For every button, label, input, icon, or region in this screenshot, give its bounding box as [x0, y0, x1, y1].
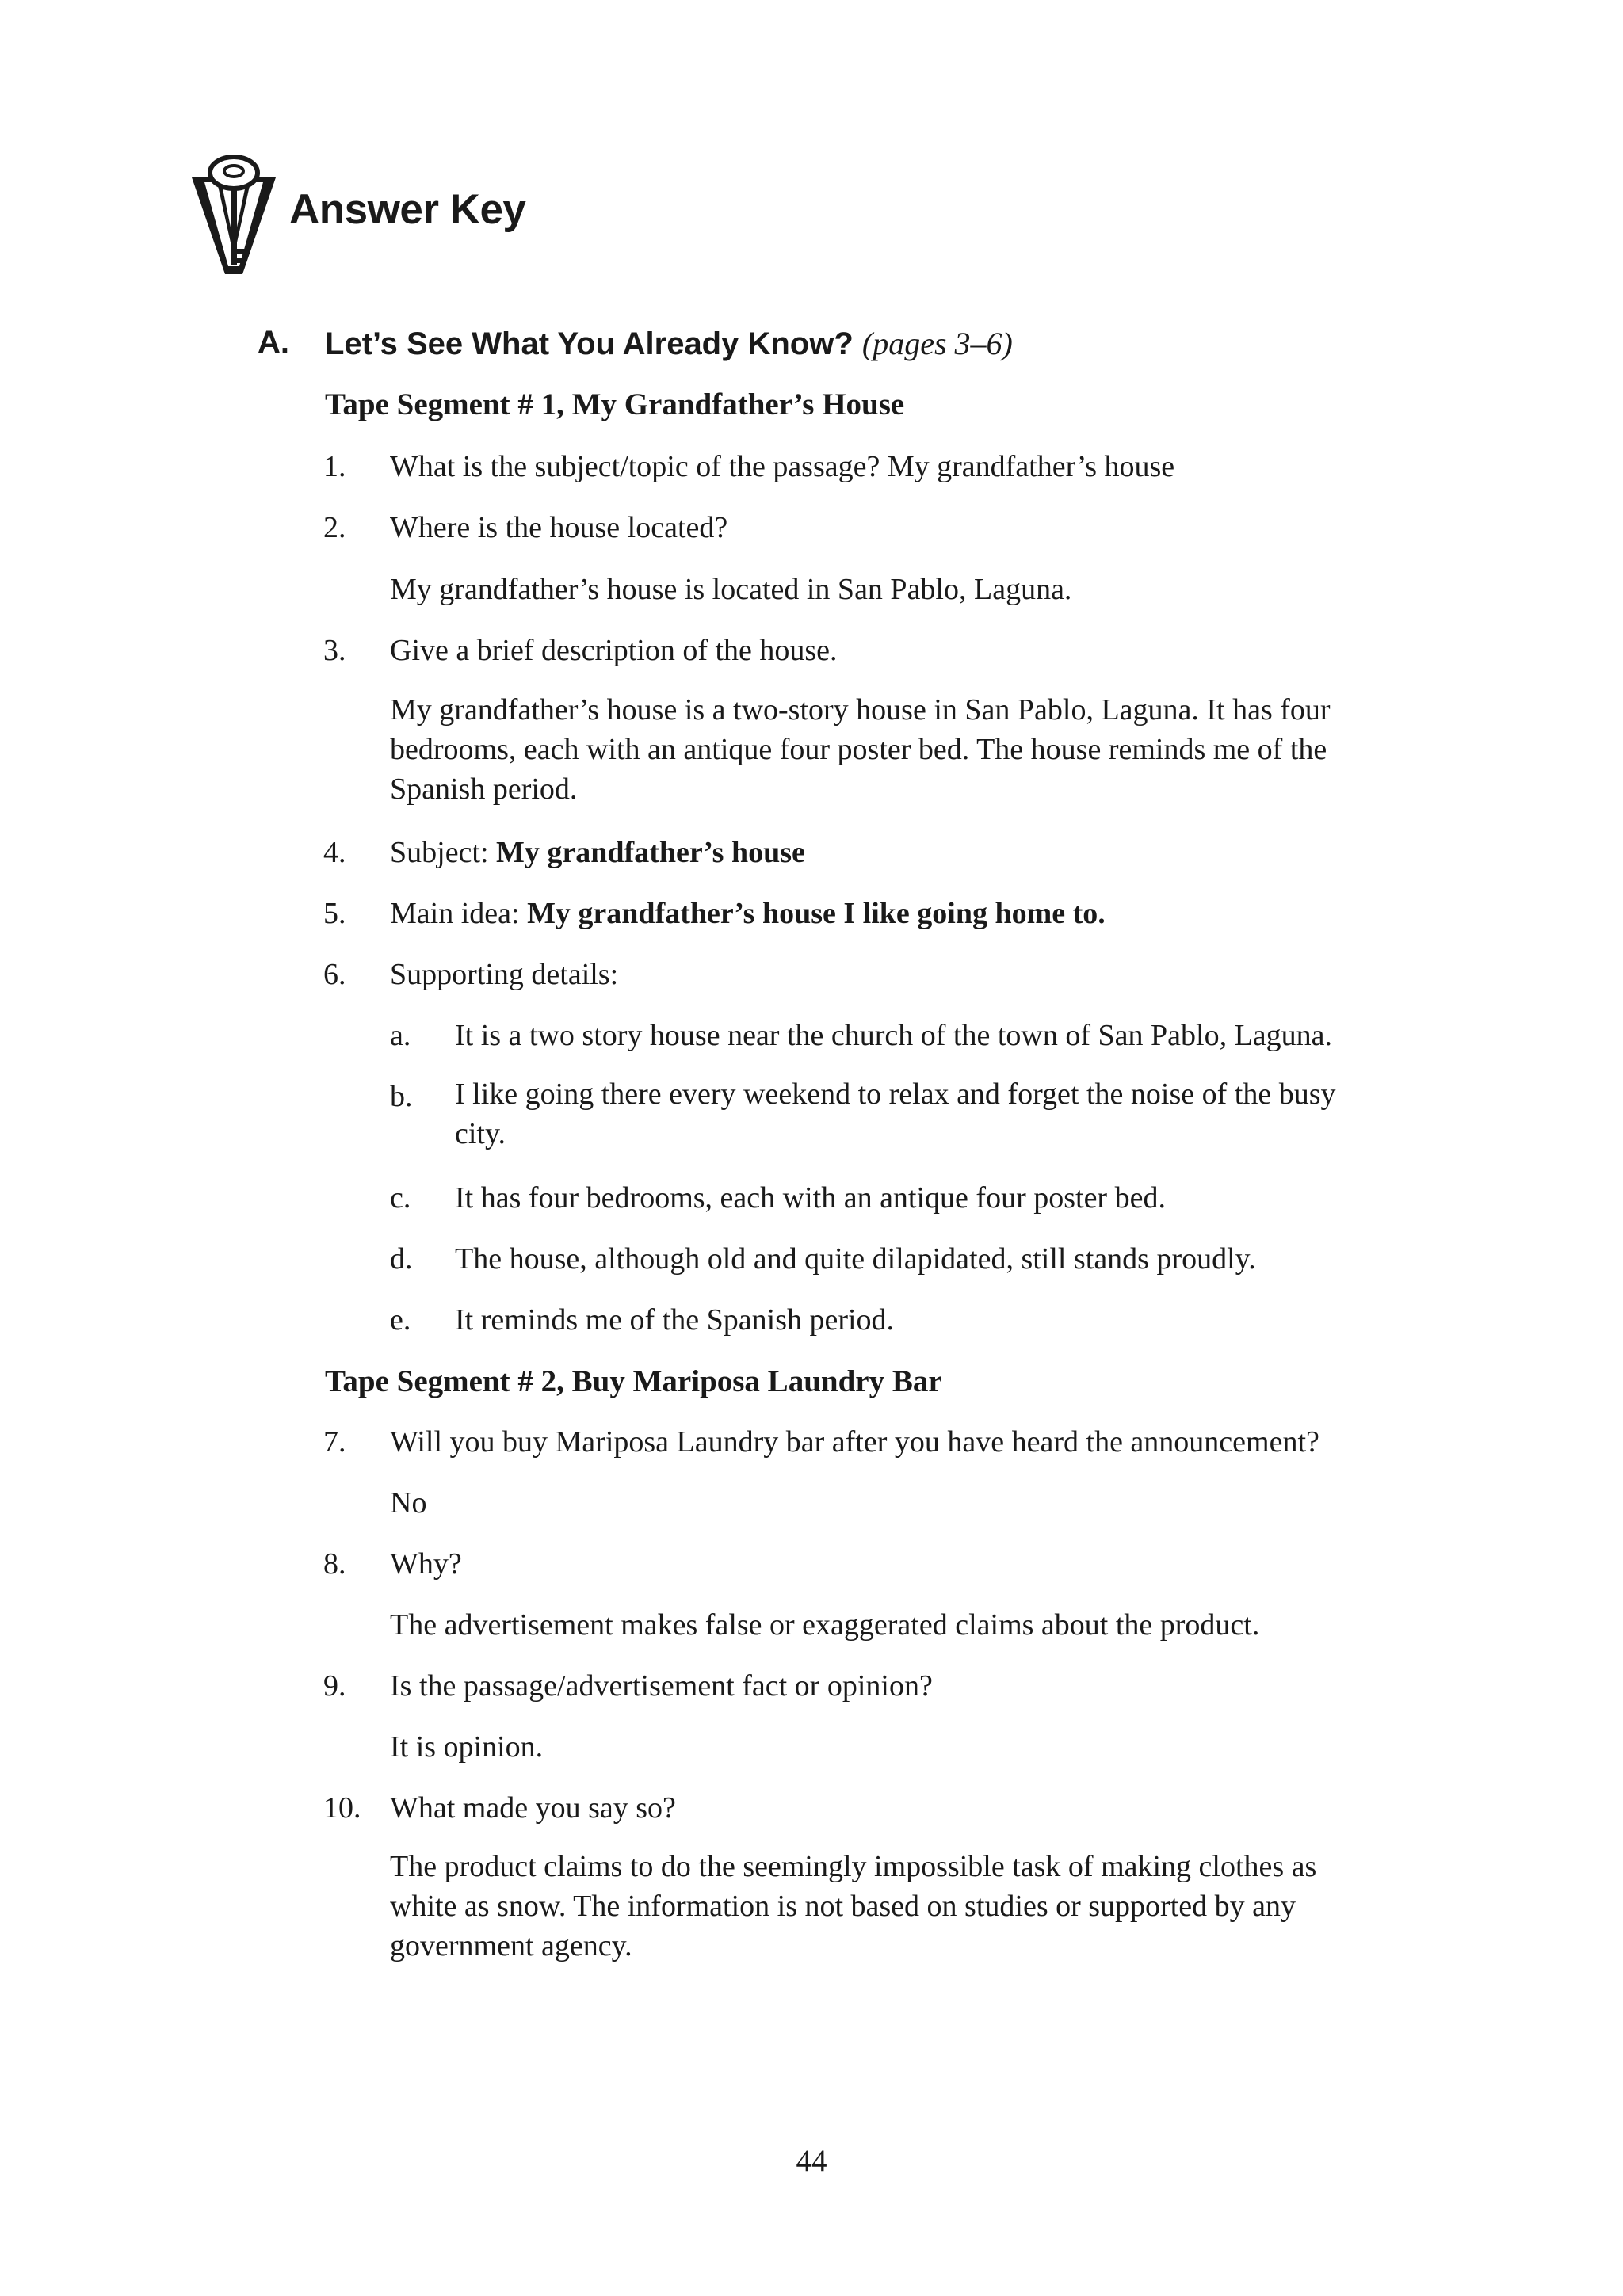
subject-value: My grandfather’s house [496, 836, 805, 869]
question-number: 5. [323, 897, 346, 930]
detail-letter: c. [390, 1181, 411, 1215]
answer-text: It is opinion. [390, 1730, 544, 1764]
answer-text: No [390, 1486, 427, 1520]
detail-text: It has four bedrooms, each with an antique four poster bed. [455, 1181, 1166, 1215]
question-number: 2. [323, 511, 346, 544]
question-text: Will you buy Mariposa Laundry bar after you have heard the announcement? [390, 1425, 1319, 1459]
question-number: 8. [323, 1547, 346, 1581]
detail-text: It reminds me of the Spanish period. [455, 1303, 895, 1337]
question-text: Why? [390, 1547, 462, 1581]
detail-letter: a. [390, 1019, 411, 1052]
detail-text: The house, although old and quite dilapidated, still stands proudly. [455, 1242, 1256, 1276]
main-idea-label: Main idea: [390, 897, 528, 930]
section-heading [325, 325, 1013, 362]
section-title: Let’s See What You Already Know? [325, 326, 854, 361]
main-idea-value: My grandfather’s house I like going home to. [527, 897, 1106, 930]
segment-1-title: Tape Segment # 1, My Grandfather’s House [325, 387, 905, 421]
question-text: Where is the house located? [390, 511, 728, 544]
detail-letter: d. [390, 1242, 413, 1276]
question-text: What made you say so? [390, 1791, 676, 1825]
key-icon [190, 155, 277, 274]
detail-text: It is a two story house near the church of the town of San Pablo, Laguna. [455, 1019, 1333, 1052]
answer-text: My grandfather’s house is located in San Pablo, Laguna. [390, 573, 1072, 606]
answer-text: The advertisement makes false or exaggerated claims about the product. [390, 1608, 1260, 1642]
question-text: What is the subject/topic of the passage? My grandfather’s house [390, 450, 1175, 483]
main-idea-line [390, 896, 1106, 931]
question-text: Give a brief description of the house. [390, 634, 838, 667]
question-number: 9. [323, 1669, 346, 1703]
question-text: Supporting details: [390, 958, 619, 991]
detail-letter: b. [390, 1080, 413, 1113]
question-number: 7. [323, 1425, 346, 1459]
question-number: 1. [323, 450, 346, 483]
answer-paragraph: My grandfather’s house is a two-story house in San Pablo, Laguna. It has four bedrooms, each with an antique four poster bed. The house reminds me of the Spanish period. [390, 693, 1331, 806]
subject-label: Subject: [390, 836, 497, 869]
section-pages: (pages 3–6) [861, 326, 1013, 361]
detail-text: I like going there every weekend to relax and forget the noise of the busy city. [455, 1077, 1336, 1150]
question-number: 10. [323, 1791, 361, 1825]
answer-paragraph: The product claims to do the seemingly impossible task of making clothes as white as snow. The information is not based on studies or supported by any government agency. [390, 1850, 1317, 1962]
section-letter: A. [258, 325, 289, 360]
page-number: 44 [796, 2144, 827, 2178]
question-number: 6. [323, 958, 346, 991]
segment-2-title: Tape Segment # 2, Buy Mariposa Laundry Bar [325, 1364, 942, 1398]
page-title: Answer Key [289, 186, 526, 233]
question-number: 4. [323, 836, 346, 869]
question-text: Is the passage/advertisement fact or opinion? [390, 1669, 933, 1703]
question-number: 3. [323, 634, 346, 667]
subject-line [390, 835, 805, 870]
detail-letter: e. [390, 1303, 411, 1337]
